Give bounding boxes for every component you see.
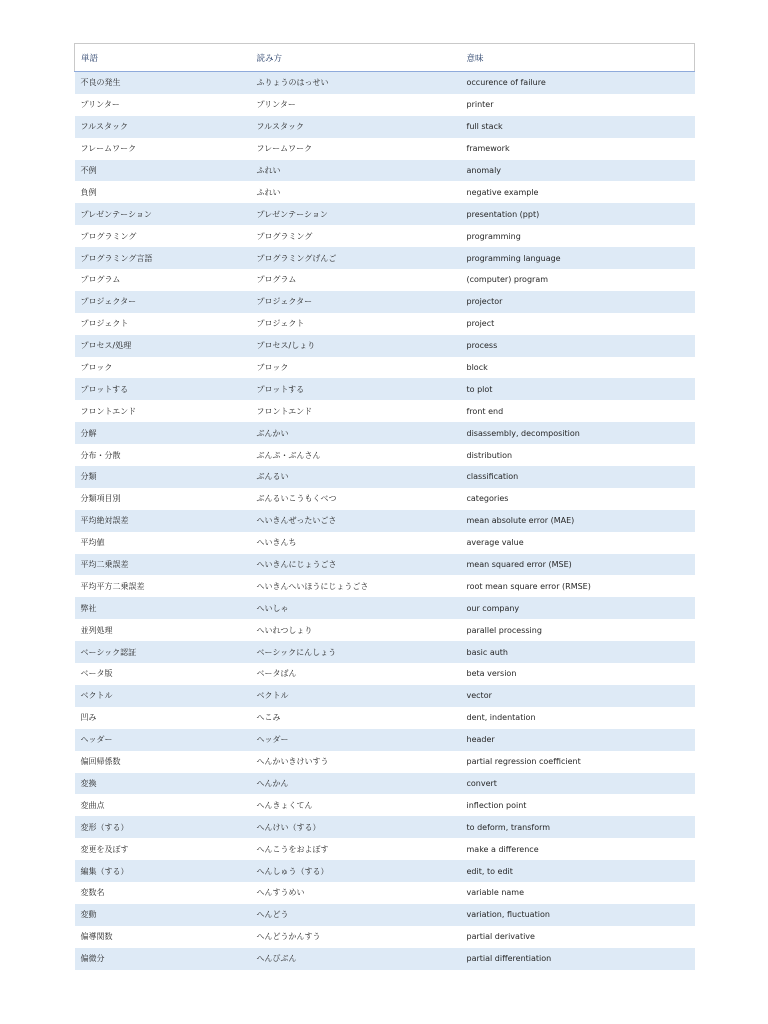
table-row: [75, 641, 695, 663]
reading-cell: ふれい: [251, 181, 461, 203]
table-row: [75, 116, 695, 138]
vocabulary-page: [74, 43, 694, 970]
reading-cell: へいきんち: [251, 532, 461, 554]
word-cell: 分類: [75, 466, 251, 488]
meaning-cell: project: [461, 313, 695, 335]
meaning-cell: partial differentiation: [461, 948, 695, 970]
reading-cell: へんしゅう（する）: [251, 860, 461, 882]
table-row: [75, 138, 695, 160]
table-row: [75, 773, 695, 795]
reading-cell: プリンター: [251, 94, 461, 116]
word-cell: 負例: [75, 181, 251, 203]
meaning-cell: to deform, transform: [461, 816, 695, 838]
reading-cell: へんきょくてん: [251, 794, 461, 816]
reading-cell: ぶんるいこうもくべつ: [251, 488, 461, 510]
table-row: [75, 838, 695, 860]
word-cell: 編集（する）: [75, 860, 251, 882]
reading-cell: ふりょうのはっせい: [251, 72, 461, 94]
meaning-cell: presentation (ppt): [461, 203, 695, 225]
table-row: [75, 554, 695, 576]
word-cell: プログラミング言語: [75, 247, 251, 269]
table-row: [75, 357, 695, 379]
meaning-cell: vector: [461, 685, 695, 707]
word-cell: 分布・分散: [75, 444, 251, 466]
word-cell: フルスタック: [75, 116, 251, 138]
reading-cell: プログラム: [251, 269, 461, 291]
reading-cell: プロットする: [251, 378, 461, 400]
word-cell: ブロック: [75, 357, 251, 379]
meaning-cell: block: [461, 357, 695, 379]
table-row: [75, 860, 695, 882]
meaning-cell: projector: [461, 291, 695, 313]
word-cell: プロットする: [75, 378, 251, 400]
word-cell: 変更を及ぼす: [75, 838, 251, 860]
meaning-cell: parallel processing: [461, 619, 695, 641]
word-cell: 変換: [75, 773, 251, 795]
word-cell: 不良の発生: [75, 72, 251, 94]
meaning-cell: variation, fluctuation: [461, 904, 695, 926]
table-row: [75, 400, 695, 422]
word-cell: フレームワーク: [75, 138, 251, 160]
table-row: [75, 269, 695, 291]
meaning-cell: classification: [461, 466, 695, 488]
table-row: [75, 597, 695, 619]
word-cell: 平均値: [75, 532, 251, 554]
reading-cell: へんこうをおよぼす: [251, 838, 461, 860]
table-body: [75, 72, 695, 970]
meaning-cell: header: [461, 729, 695, 751]
table-row: [75, 948, 695, 970]
word-cell: フロントエンド: [75, 400, 251, 422]
word-cell: プログラミング: [75, 225, 251, 247]
reading-cell: へいきんへいほうにじょうごさ: [251, 575, 461, 597]
reading-cell: へんどう: [251, 904, 461, 926]
table-row: [75, 794, 695, 816]
table-row: [75, 335, 695, 357]
table-row: [75, 926, 695, 948]
table-row: [75, 94, 695, 116]
word-cell: 平均二乗誤差: [75, 554, 251, 576]
meaning-cell: basic auth: [461, 641, 695, 663]
word-cell: 偏導関数: [75, 926, 251, 948]
reading-cell: へんけい（する）: [251, 816, 461, 838]
word-cell: 変曲点: [75, 794, 251, 816]
header-row: [75, 44, 695, 72]
meaning-cell: distribution: [461, 444, 695, 466]
table-row: [75, 247, 695, 269]
table-row: [75, 904, 695, 926]
meaning-cell: beta version: [461, 663, 695, 685]
reading-cell: ぶんぷ・ぶんさん: [251, 444, 461, 466]
table-row: [75, 685, 695, 707]
reading-cell: フレームワーク: [251, 138, 461, 160]
word-cell: プロジェクター: [75, 291, 251, 313]
table-row: [75, 816, 695, 838]
word-cell: 凹み: [75, 707, 251, 729]
meaning-cell: full stack: [461, 116, 695, 138]
reading-cell: へこみ: [251, 707, 461, 729]
table-row: [75, 72, 695, 94]
meaning-cell: programming language: [461, 247, 695, 269]
word-cell: 不例: [75, 160, 251, 182]
word-cell: プロセス/処理: [75, 335, 251, 357]
word-cell: 並列処理: [75, 619, 251, 641]
word-cell: プロジェクト: [75, 313, 251, 335]
meaning-cell: disassembly, decomposition: [461, 422, 695, 444]
meaning-cell: framework: [461, 138, 695, 160]
word-cell: 平均絶対誤差: [75, 510, 251, 532]
meaning-cell: printer: [461, 94, 695, 116]
reading-cell: ベーシックにんしょう: [251, 641, 461, 663]
table-row: [75, 663, 695, 685]
word-cell: ベータ版: [75, 663, 251, 685]
word-cell: 偏微分: [75, 948, 251, 970]
table-row: [75, 313, 695, 335]
reading-cell: プロジェクト: [251, 313, 461, 335]
reading-cell: へんどうかんすう: [251, 926, 461, 948]
meaning-cell: edit, to edit: [461, 860, 695, 882]
reading-cell: プログラミング: [251, 225, 461, 247]
reading-cell: ベクトル: [251, 685, 461, 707]
meaning-cell: root mean square error (RMSE): [461, 575, 695, 597]
word-cell: ベーシック認証: [75, 641, 251, 663]
word-cell: ベクトル: [75, 685, 251, 707]
word-cell: ヘッダー: [75, 729, 251, 751]
table-header: [75, 44, 695, 72]
table-row: [75, 751, 695, 773]
table-row: [75, 882, 695, 904]
word-cell: プログラム: [75, 269, 251, 291]
reading-cell: ベータばん: [251, 663, 461, 685]
word-cell: 平均平方二乗誤差: [75, 575, 251, 597]
meaning-cell: inflection point: [461, 794, 695, 816]
meaning-cell: negative example: [461, 181, 695, 203]
meaning-cell: process: [461, 335, 695, 357]
reading-cell: プロセス/しょり: [251, 335, 461, 357]
table-row: [75, 532, 695, 554]
table-row: [75, 729, 695, 751]
table-row: [75, 291, 695, 313]
reading-cell: プロジェクター: [251, 291, 461, 313]
header-meaning: 意味: [461, 44, 695, 72]
table-row: [75, 510, 695, 532]
table-row: [75, 619, 695, 641]
vocabulary-table: [74, 43, 695, 970]
reading-cell: フルスタック: [251, 116, 461, 138]
meaning-cell: partial derivative: [461, 926, 695, 948]
table-row: [75, 488, 695, 510]
reading-cell: へいきんにじょうごさ: [251, 554, 461, 576]
header-word: 単語: [75, 44, 251, 72]
meaning-cell: front end: [461, 400, 695, 422]
word-cell: 分類項目別: [75, 488, 251, 510]
reading-cell: ブロック: [251, 357, 461, 379]
reading-cell: へいきんぜったいごさ: [251, 510, 461, 532]
meaning-cell: (computer) program: [461, 269, 695, 291]
reading-cell: プログラミングげんご: [251, 247, 461, 269]
table-row: [75, 225, 695, 247]
table-row: [75, 378, 695, 400]
table-row: [75, 422, 695, 444]
table-row: [75, 575, 695, 597]
table-row: [75, 707, 695, 729]
word-cell: プレゼンテーション: [75, 203, 251, 225]
reading-cell: ぶんかい: [251, 422, 461, 444]
word-cell: 分解: [75, 422, 251, 444]
table-row: [75, 466, 695, 488]
reading-cell: ぶんるい: [251, 466, 461, 488]
word-cell: 変形（する）: [75, 816, 251, 838]
meaning-cell: partial regression coefficient: [461, 751, 695, 773]
reading-cell: へんすうめい: [251, 882, 461, 904]
table-row: [75, 160, 695, 182]
meaning-cell: to plot: [461, 378, 695, 400]
reading-cell: へいれつしょり: [251, 619, 461, 641]
reading-cell: へんびぶん: [251, 948, 461, 970]
word-cell: 変動: [75, 904, 251, 926]
meaning-cell: convert: [461, 773, 695, 795]
reading-cell: ヘッダー: [251, 729, 461, 751]
meaning-cell: average value: [461, 532, 695, 554]
meaning-cell: mean absolute error (MAE): [461, 510, 695, 532]
meaning-cell: our company: [461, 597, 695, 619]
reading-cell: プレゼンテーション: [251, 203, 461, 225]
meaning-cell: programming: [461, 225, 695, 247]
reading-cell: ふれい: [251, 160, 461, 182]
reading-cell: へんかいきけいすう: [251, 751, 461, 773]
word-cell: 弊社: [75, 597, 251, 619]
meaning-cell: make a difference: [461, 838, 695, 860]
word-cell: 変数名: [75, 882, 251, 904]
reading-cell: へんかん: [251, 773, 461, 795]
table-row: [75, 444, 695, 466]
word-cell: プリンター: [75, 94, 251, 116]
reading-cell: フロントエンド: [251, 400, 461, 422]
meaning-cell: categories: [461, 488, 695, 510]
meaning-cell: mean squared error (MSE): [461, 554, 695, 576]
table-row: [75, 203, 695, 225]
reading-cell: へいしゃ: [251, 597, 461, 619]
word-cell: 偏回帰係数: [75, 751, 251, 773]
meaning-cell: anomaly: [461, 160, 695, 182]
meaning-cell: occurence of failure: [461, 72, 695, 94]
table-row: [75, 181, 695, 203]
header-reading: 読み方: [251, 44, 461, 72]
meaning-cell: variable name: [461, 882, 695, 904]
meaning-cell: dent, indentation: [461, 707, 695, 729]
